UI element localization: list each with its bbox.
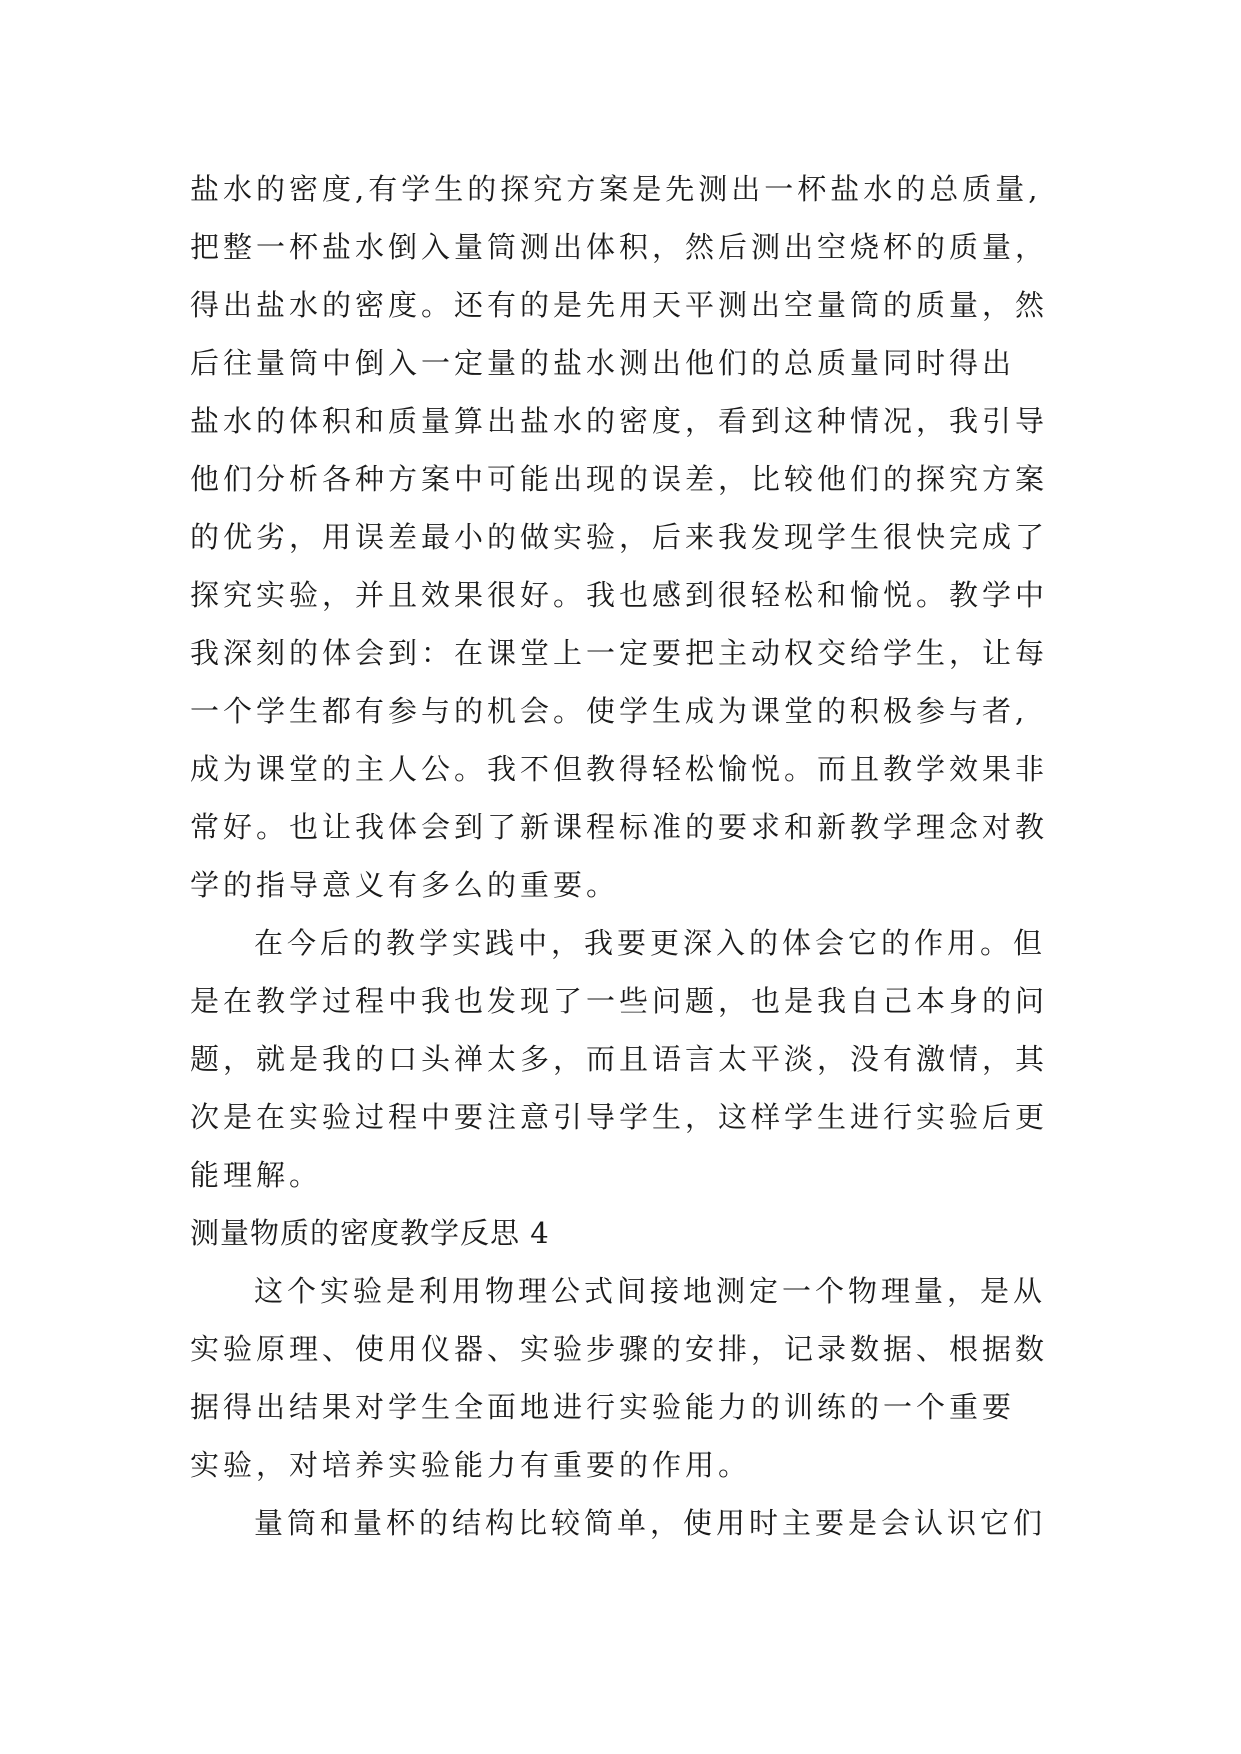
- text-line: 题，就是我的口头禅太多，而且语言太平淡，没有激情，其: [190, 1042, 1049, 1076]
- text-line: 盐水的密度,有学生的探究方案是先测出一杯盐水的总质量,: [190, 172, 1042, 206]
- section-heading: 测量物质的密度教学反思 4: [190, 1216, 550, 1250]
- text-line: 盐水的体积和质量算出盐水的密度，看到这种情况，我引导: [190, 404, 1049, 438]
- text-line: 常好。也让我体会到了新课程标准的要求和新教学理念对教: [190, 810, 1049, 844]
- text-line: 得出盐水的密度。还有的是先用天平测出空量筒的质量，然: [190, 288, 1049, 322]
- text-line: 把整一杯盐水倒入量筒测出体积，然后测出空烧杯的质量，: [190, 230, 1049, 264]
- text-line: 据得出结果对学生全面地进行实验能力的训练的一个重要: [190, 1390, 1016, 1424]
- text-line: 实验，对培养实验能力有重要的作用。: [190, 1448, 752, 1482]
- text-line: 成为课堂的主人公。我不但教得轻松愉悦。而且教学效果非: [190, 752, 1049, 786]
- text-line: 我深刻的体会到：在课堂上一定要把主动权交给学生，让每: [190, 636, 1049, 670]
- text-line: 后往量筒中倒入一定量的盐水测出他们的总质量同时得出: [190, 346, 1016, 380]
- text-line: 次是在实验过程中要注意引导学生，这样学生进行实验后更: [190, 1100, 1049, 1134]
- paragraph-1: [190, 160, 1070, 914]
- text-line: 他们分析各种方案中可能出现的误差，比较他们的探究方案: [190, 462, 1049, 496]
- text-line: 的优劣，用误差最小的做实验，后来我发现学生很快完成了: [190, 520, 1049, 554]
- document-body: [190, 160, 1070, 1552]
- text-line: 在今后的教学实践中，我要更深入的体会它的作用。但: [254, 926, 1047, 960]
- text-line: 探究实验，并且效果很好。我也感到很轻松和愉悦。教学中: [190, 578, 1049, 612]
- paragraph-2: [190, 914, 1070, 1204]
- text-line: 量筒和量杯的结构比较简单，使用时主要是会认识它们: [254, 1506, 1047, 1540]
- text-line: 实验原理、使用仪器、实验步骤的安排，记录数据、根据数: [190, 1332, 1049, 1366]
- paragraph-3: [190, 1262, 1070, 1494]
- paragraph-4: [190, 1494, 1070, 1552]
- text-line: 这个实验是利用物理公式间接地测定一个物理量，是从: [254, 1274, 1047, 1308]
- text-line: 学的指导意义有多么的重要。: [190, 868, 620, 902]
- text-line: 是在教学过程中我也发现了一些问题，也是我自己本身的问: [190, 984, 1049, 1018]
- text-line: 能理解。: [190, 1158, 323, 1192]
- text-line: 一个学生都有参与的机会。使学生成为课堂的积极参与者,: [190, 694, 1029, 728]
